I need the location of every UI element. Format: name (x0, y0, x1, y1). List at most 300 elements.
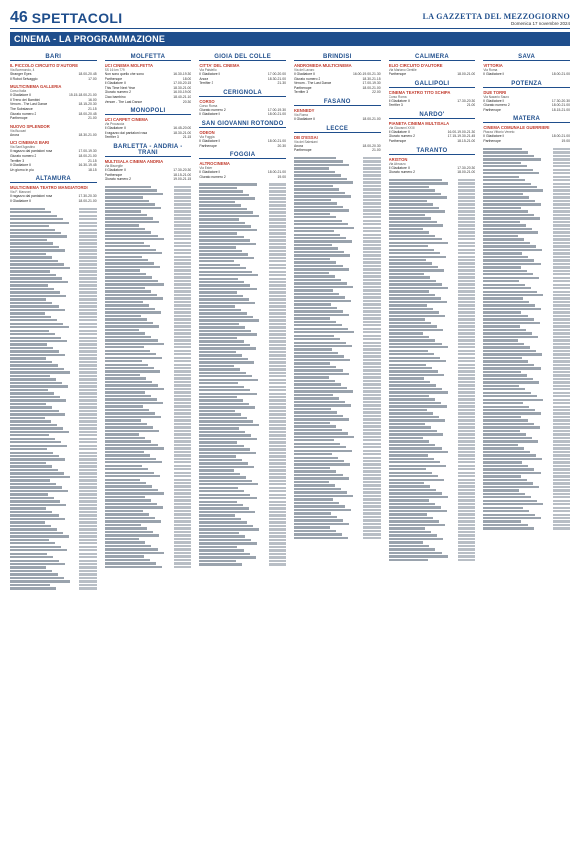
film-title: Anora (293, 143, 304, 148)
listing-texture-times (363, 209, 380, 211)
listing-texture-title (389, 545, 430, 547)
listing-texture-row (105, 429, 192, 432)
listing-texture-times (269, 539, 286, 541)
listing-texture-row (389, 387, 476, 390)
listing-texture-row (199, 311, 286, 314)
listing-texture-row (389, 401, 476, 404)
listing-texture-title (483, 193, 523, 195)
film-times: 22.00 (372, 90, 381, 95)
listing-texture-title (294, 537, 348, 539)
listing-texture-row (294, 177, 381, 180)
listing-texture-times (363, 220, 380, 222)
listing-texture-title (199, 396, 236, 398)
listing-texture-times (174, 311, 191, 313)
listing-texture-title (10, 539, 49, 541)
listing-texture-times (174, 336, 191, 338)
listing-texture-title (389, 322, 431, 324)
film-title: Stranger Eyes (10, 72, 32, 76)
film-times: 18.00 (182, 76, 192, 81)
listing-texture-row (294, 358, 381, 361)
listing-texture-row (483, 380, 570, 383)
listing-texture-row (105, 324, 192, 327)
listing-texture-times (174, 566, 191, 568)
listing-texture-times (174, 238, 191, 240)
listing-texture-row (389, 338, 476, 341)
listing-texture-title (105, 189, 157, 191)
listing-texture-row (389, 443, 476, 446)
listing-texture-title (389, 353, 434, 355)
listing-texture-title (483, 203, 541, 205)
listing-texture-times (553, 524, 570, 526)
listing-texture-times (363, 415, 380, 417)
film-times: 18.30-21.00 (78, 132, 97, 137)
listing-texture-times (363, 289, 380, 291)
listing-texture-times (363, 505, 380, 507)
listing-texture-row (294, 435, 381, 438)
listing-texture-row (105, 387, 192, 390)
listing-texture-row (105, 394, 192, 397)
listing-texture-times (458, 311, 475, 313)
listing-texture-title (294, 359, 350, 361)
listing-texture-title (105, 468, 148, 470)
listing-texture-times (79, 246, 96, 248)
listing-texture-row (483, 230, 570, 233)
listing-texture-times (269, 556, 286, 558)
film-times: 18.15-21.00 (173, 172, 192, 177)
listing-texture-row (483, 390, 570, 393)
listing-texture-row (199, 541, 286, 544)
film-times: 21.00 (466, 103, 476, 108)
listing-texture-row (105, 206, 192, 209)
listing-texture-times (458, 287, 475, 289)
listing-texture-times (174, 405, 191, 407)
listing-texture-row (294, 326, 381, 329)
listing-texture-title (105, 283, 165, 285)
listing-texture-times (553, 510, 570, 512)
listing-texture-times (553, 301, 570, 303)
listing-texture-row (389, 293, 476, 296)
listing-texture-title (389, 203, 433, 205)
listing-texture-row (10, 541, 97, 544)
listing-texture-times (269, 438, 286, 440)
listing-texture-row (105, 352, 192, 355)
film-title: Il Gladiatore II (10, 163, 32, 168)
cinema-name: CINEMA COMUNALE GUERRIERI (483, 125, 550, 131)
listing-texture-title (389, 423, 425, 425)
listing-texture-times (269, 434, 286, 436)
listing-texture-title (199, 267, 246, 269)
film-title: Giurato numero 2 (388, 134, 416, 139)
listing-texture-times (363, 188, 380, 190)
listing-texture-times (79, 375, 96, 377)
listing-texture-times (363, 254, 380, 256)
listing-texture-title (105, 402, 163, 404)
listing-texture-times (458, 207, 475, 209)
listing-texture-title (294, 272, 329, 274)
cinema-address: Via Foggia (199, 134, 215, 139)
listing-texture-row (294, 518, 381, 521)
listing-texture-row (389, 352, 476, 355)
cinema-name: NUOVO SPLENDOR (10, 123, 50, 129)
listing-texture-times (269, 406, 286, 408)
listing-texture-title (483, 357, 522, 359)
listing-texture-row (389, 397, 476, 400)
listing-texture-times (458, 402, 475, 404)
listing-texture-title (105, 458, 156, 460)
listing-texture-row (199, 193, 286, 196)
listing-texture-title (483, 419, 527, 421)
listing-texture-row (294, 264, 381, 267)
listing-texture-row (105, 282, 192, 285)
listing-texture-times (269, 232, 286, 234)
listing-texture-title (105, 405, 143, 407)
listing-texture-row (294, 222, 381, 225)
listing-texture-times (458, 555, 475, 557)
listing-texture-title (10, 211, 51, 213)
listing-texture-row (294, 417, 381, 420)
listing-texture-title (199, 347, 255, 349)
listing-texture-times (458, 430, 475, 432)
listing-texture-times (174, 499, 191, 501)
listing-texture-title (483, 392, 531, 394)
listing-texture-row (105, 415, 192, 418)
listing-texture-title (294, 376, 329, 378)
listing-texture-times (79, 215, 96, 217)
listing-texture-times (174, 294, 191, 296)
listing-texture-title (294, 213, 330, 215)
listing-texture-title (199, 525, 253, 527)
listing-texture-row (10, 409, 97, 412)
listing-texture-times (553, 346, 570, 348)
listing-texture-times (79, 431, 96, 433)
listing-texture-title (389, 447, 442, 449)
listing-texture-row (389, 286, 476, 289)
listing-texture-row (389, 519, 476, 522)
listing-texture-title (199, 424, 259, 426)
listing-texture-times (458, 370, 475, 372)
listing-texture-times (174, 353, 191, 355)
listing-texture-times (553, 360, 570, 362)
listing-texture-title (199, 483, 258, 485)
listing-texture-title (10, 298, 46, 300)
listing-texture-times (269, 222, 286, 224)
listing-texture-title (483, 517, 541, 519)
listing-texture-title (294, 415, 343, 417)
listing-texture-title (10, 312, 45, 314)
listing-texture-title (294, 474, 343, 476)
listing-texture-times (458, 262, 475, 264)
listing-texture-title (105, 562, 156, 564)
film-title: Un giorno in piu (10, 167, 34, 172)
listing-texture-row (199, 489, 286, 492)
listing-texture-times (363, 443, 380, 445)
listing-texture-title (389, 479, 444, 481)
listing-texture-times (174, 276, 191, 278)
listing-texture-row (389, 220, 476, 223)
cinema-address: Via Sant'Agostino (10, 145, 36, 150)
listing-texture-times (79, 378, 96, 380)
listing-texture-row (294, 295, 381, 298)
listing-texture-title (10, 385, 68, 387)
listing-texture-times (269, 490, 286, 492)
listing-texture-times (174, 259, 191, 261)
cinema-address: Via Bisceglie (104, 163, 123, 168)
listing-texture-title (389, 384, 437, 386)
listing-texture-times (553, 514, 570, 516)
listing-texture-title (389, 461, 440, 463)
listing-texture-times (174, 419, 191, 421)
listing-texture-times (553, 336, 570, 338)
listing-texture-row (105, 470, 192, 473)
cinema-address: Via Nazario Sauro (483, 94, 510, 99)
listing-texture-row (389, 457, 476, 460)
listing-texture-times (553, 193, 570, 195)
listing-texture-times (79, 413, 96, 415)
listing-texture-row (10, 339, 97, 342)
cinema-block (483, 125, 570, 143)
listing-texture-row (389, 310, 476, 313)
listing-texture-times (553, 186, 570, 188)
listing-texture-times (79, 284, 96, 286)
listing-texture-times (553, 273, 570, 275)
listing-texture-times (269, 396, 286, 398)
listing-texture-times (553, 256, 570, 258)
listing-texture-title (199, 514, 235, 516)
listing-texture-times (458, 304, 475, 306)
listing-texture-row (199, 329, 286, 332)
listing-texture-title (294, 321, 336, 323)
listing-texture-times (269, 183, 286, 185)
listing-texture-title (294, 324, 342, 326)
listing-texture-times (363, 516, 380, 518)
listing-texture-times (269, 218, 286, 220)
listing-texture-times (553, 489, 570, 491)
listing-texture-row (199, 405, 286, 408)
listing-texture-times (79, 521, 96, 523)
listing-texture-title (294, 188, 339, 190)
listing-texture-times (174, 517, 191, 519)
listing-texture-row (294, 205, 381, 208)
listing-texture-title (10, 542, 55, 544)
listing-texture-times (79, 218, 96, 220)
listing-texture-times (79, 441, 96, 443)
listing-texture-row (10, 266, 97, 269)
listing-texture-times (553, 461, 570, 463)
listing-texture-times (363, 432, 380, 434)
listing-texture-times (269, 528, 286, 530)
listing-texture-times (174, 468, 191, 470)
film-title: Il Gladiatore II (199, 72, 221, 76)
listing-texture-row (294, 299, 381, 302)
listing-texture-title (199, 319, 259, 321)
listing-texture-title (389, 534, 438, 536)
listing-texture-times (174, 301, 191, 303)
listing-texture-title (389, 391, 449, 393)
listing-texture-title (199, 487, 238, 489)
listing-texture-times (174, 332, 191, 334)
listing-texture-title (294, 338, 340, 340)
listing-texture-title (10, 413, 65, 415)
listing-texture-title (199, 473, 240, 475)
listing-texture-title (483, 231, 538, 233)
listing-texture-times (269, 274, 286, 276)
listing-texture-times (553, 500, 570, 502)
city-heading: FOGGIA (199, 152, 286, 159)
listing-texture-times (363, 467, 380, 469)
listing-texture-times (363, 296, 380, 298)
listing-texture-title (294, 530, 336, 532)
listing-texture-times (458, 353, 475, 355)
listing-texture-title (389, 402, 441, 404)
listing-texture-times (269, 504, 286, 506)
listing-texture-title (10, 270, 50, 272)
listing-texture-times (458, 412, 475, 414)
listing-texture-times (363, 453, 380, 455)
listing-texture-times (174, 548, 191, 550)
listing-texture-row (105, 234, 192, 237)
listing-texture-title (199, 284, 250, 286)
listing-texture-times (458, 228, 475, 230)
listing-texture-title (199, 501, 236, 503)
listing-texture-times (174, 228, 191, 230)
listing-texture-times (363, 523, 380, 525)
listing-texture-title (294, 286, 353, 288)
listing-texture-title (483, 493, 525, 495)
listing-texture-title (199, 225, 251, 227)
cinema-name: ALTROCINEMA (199, 161, 230, 167)
listing-texture-title (105, 374, 141, 376)
listing-texture-title (10, 525, 51, 527)
cinema-name: CINEMA TEATRO TITO SCHIPA (388, 89, 451, 95)
listing-texture-row (199, 371, 286, 374)
listing-texture-times (363, 450, 380, 452)
listing-texture-title (10, 458, 65, 460)
cinema-block (389, 157, 476, 175)
listing-texture-row (105, 279, 192, 282)
listing-texture-times (79, 452, 96, 454)
listing-texture-title (105, 517, 155, 519)
listing-texture-row (10, 579, 97, 582)
listing-texture-times (458, 322, 475, 324)
film-times: 15.15-18.00-21.00 (68, 93, 97, 98)
listing-texture-title (483, 406, 529, 408)
film-row (483, 108, 570, 113)
listing-texture-row (10, 471, 97, 474)
listing-texture-row (389, 429, 476, 432)
listing-texture-row (105, 439, 192, 442)
listing-texture-title (389, 280, 437, 282)
listing-texture-times (553, 200, 570, 202)
listing-texture-times (363, 300, 380, 302)
listing-texture-title (483, 259, 534, 261)
listing-texture-title (105, 416, 161, 418)
film-row (483, 139, 570, 144)
listing-texture-times (553, 189, 570, 191)
listing-texture-times (269, 560, 286, 562)
listing-texture-title (483, 214, 533, 216)
listing-texture-row (10, 426, 97, 429)
listing-texture-row (483, 523, 570, 526)
listing-texture-times (174, 339, 191, 341)
listing-texture-times (458, 548, 475, 550)
listing-texture-times (269, 445, 286, 447)
listing-texture-row (294, 382, 381, 385)
film-title: Parthenope (388, 72, 407, 76)
listing-texture-times (363, 394, 380, 396)
listing-texture-title (294, 380, 335, 382)
listing-texture-title (294, 167, 329, 169)
film-times: 18.00-21.00 (267, 170, 286, 175)
listing-texture-times (363, 202, 380, 204)
cinema-name: ODEON (199, 129, 215, 135)
film-title: Il ragazzo dai pantaloni rosa (104, 130, 148, 135)
film-title: Il Gladiatore II (199, 170, 221, 175)
listing-texture-times (79, 371, 96, 373)
listing-texture-times (553, 517, 570, 519)
film-times: 17.00 (88, 76, 97, 81)
listing-texture-times (174, 377, 191, 379)
listing-texture-times (458, 182, 475, 184)
listing-texture-times (79, 229, 96, 231)
cinema-address: SS 16 km 779 (104, 68, 125, 72)
listing-texture-title (10, 354, 65, 356)
film-title: Il Robot Selvaggio (10, 76, 38, 81)
listing-texture-times (269, 257, 286, 259)
cinema-address: Via Mariano Gentile (388, 68, 417, 72)
listing-texture-row (389, 558, 476, 561)
listing-texture-row (389, 300, 476, 303)
listing-texture-times (79, 354, 96, 356)
listing-texture-title (389, 217, 431, 219)
listing-texture-times (174, 367, 191, 369)
listing-texture-times (553, 374, 570, 376)
listing-texture-times (269, 284, 286, 286)
listing-texture-row (199, 252, 286, 255)
listing-texture-times (458, 524, 475, 526)
listing-texture-title (199, 365, 234, 367)
listing-texture-times (363, 537, 380, 539)
listing-texture-times (79, 486, 96, 488)
listing-texture-title (10, 396, 60, 398)
listing-texture-times (174, 350, 191, 352)
listing-texture-title (483, 465, 528, 467)
film-times: 18.15-21.00 (551, 107, 570, 112)
listing-texture-times (458, 534, 475, 536)
listing-texture-title (105, 440, 152, 442)
listing-texture-title (483, 527, 533, 529)
city-heading: FASANO (294, 99, 381, 106)
film-times: 17.30-20.30 (173, 167, 192, 172)
film-row (294, 148, 381, 153)
listing-texture-times (174, 475, 191, 477)
listing-texture-times (269, 424, 286, 426)
listing-texture-row (105, 533, 192, 536)
film-times: 16.00-19.00 (173, 90, 192, 95)
listing-texture-title (389, 485, 431, 487)
listing-texture-row (105, 558, 192, 561)
listing-texture-row (10, 325, 97, 328)
listing-texture-row (483, 404, 570, 407)
listing-texture-title (483, 318, 533, 320)
listing-texture-times (269, 365, 286, 367)
listing-texture-row (294, 473, 381, 476)
listing-texture-row (294, 354, 381, 357)
listing-texture-title (199, 528, 259, 530)
listing-texture-times (269, 309, 286, 311)
listing-texture-times (79, 549, 96, 551)
listing-texture-times (553, 402, 570, 404)
listing-texture-times (363, 275, 380, 277)
